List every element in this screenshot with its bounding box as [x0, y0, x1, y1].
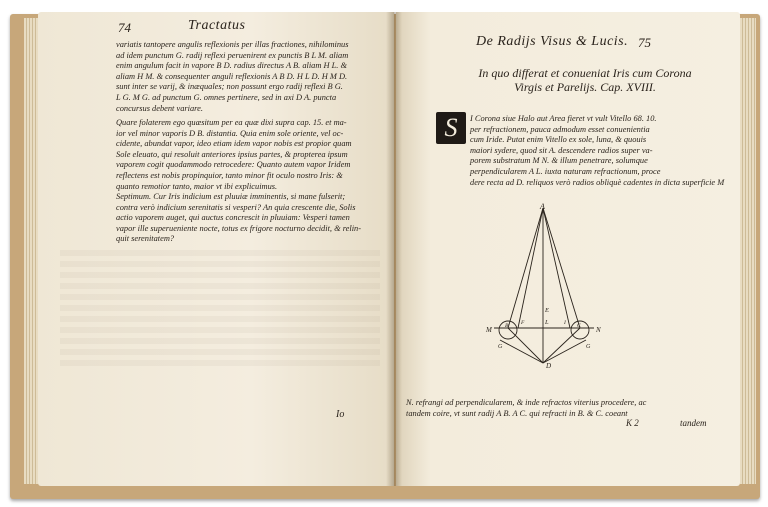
left-paragraph-2: Quare folaterem ego quæsitum per ea quæ dixi supra cap. 15. et ma- ior vel minor vaporis D B. distantia. Quia enim sole oriente, vel oc- cidente, abundat vapor, ideo etiam idem vapor nobis est propior quam Sole eleuato, qui resoluit anteriores ipsius partes, & propterea ipsum vaporem cogit quodammodo retrocedere: Quanto autem vapor Iridem reflectens est nobis propinquior, tanto minor fit oculo nostro Iris: & quanto remotior tanto, maior vt ibi explicuimus.	[116, 118, 352, 191]
figure-label-g-left: G	[498, 344, 503, 350]
figure-label-f: F	[521, 320, 525, 326]
chapter-title: In quo differat et conueniat Iris cum Corona Virgis et Parelijs. Cap. XVIII.	[478, 66, 692, 94]
left-catchword: Io	[336, 409, 345, 420]
figure-label-a: A	[540, 202, 545, 211]
page-edges-right	[740, 18, 756, 484]
left-running-head: Tractatus	[188, 18, 246, 33]
figure-label-g-right: G	[586, 344, 591, 350]
figure-label-m: M	[486, 326, 492, 334]
right-running-head: De Radijs Visus & Lucis.	[476, 34, 629, 49]
figure-label-i: I	[564, 320, 566, 326]
figure-label-c: C	[577, 323, 581, 329]
book-gutter	[386, 12, 402, 486]
right-closing-text: N. refrangi ad perpendicularem, & inde refractos viterius procedere, ac tandem coire, vt sunt radij A B. A C. qui refracti in B. & C. coeant	[406, 398, 647, 418]
signature-mark: K 2	[626, 418, 639, 428]
figure-label-l: L	[545, 319, 549, 326]
optics-diagram	[484, 200, 614, 368]
figure-label-d: D	[546, 362, 552, 368]
left-paragraph-1: variatis tantopere angulis reflexionis per illas fractiones, nihilominus ad idem punctum G. radij reflexi peruenirent ex punctis B L M. aliam enim angulum facit in vapore B D. radius directus A B. aliam H L. & aliam H M. & consequenter anguli reflexionis A B D. H L D. H M D. sunt inter se varij, & inæquales; non possunt ergo radij reflexi B G. L G. M G. ad punctum G. omnes pertinere, sed in axi D A. puncta concursus debent variare.	[116, 40, 349, 113]
right-catchword: tandem	[680, 418, 707, 428]
show-through-texture	[60, 250, 380, 370]
right-opening-text: I Corona siue Halo aut Area fieret vt vult Vitello 68. 10. per refractionem, pauca admodum esset conuenientia cum Iride. Putat enim Vitello ex sole, luna, & quouis maiori sydere, quod sit A. descendere radios super va- porem substratum M N. & illum penetrare, solumque perpendicularem A L. iuxta naturam refractionum, proce dere recta ad D. reliquos verò radios obliquè cadentes in dicta superficie M	[470, 114, 725, 187]
figure-label-b: B	[505, 323, 509, 329]
figure-label-e: E	[545, 307, 549, 314]
right-page-number: 75	[638, 35, 651, 50]
left-paragraph-3: Septimum. Cur Iris indicium est pluuiæ imminentis, si mane fulserit; contra verò indicium serenitatis si vesperi? An quia crescente die, Solis actio vaporem auget, qui auctus concrescit in pluuiam: Vesperi tamen vapor ille superueniente nocte, totus ex frigore nocturno decidit, & relin- quit serenitatem?	[116, 192, 361, 244]
figure-label-n: N	[596, 326, 601, 334]
left-page-number: 74	[118, 20, 131, 35]
decorated-initial: S	[436, 112, 466, 144]
